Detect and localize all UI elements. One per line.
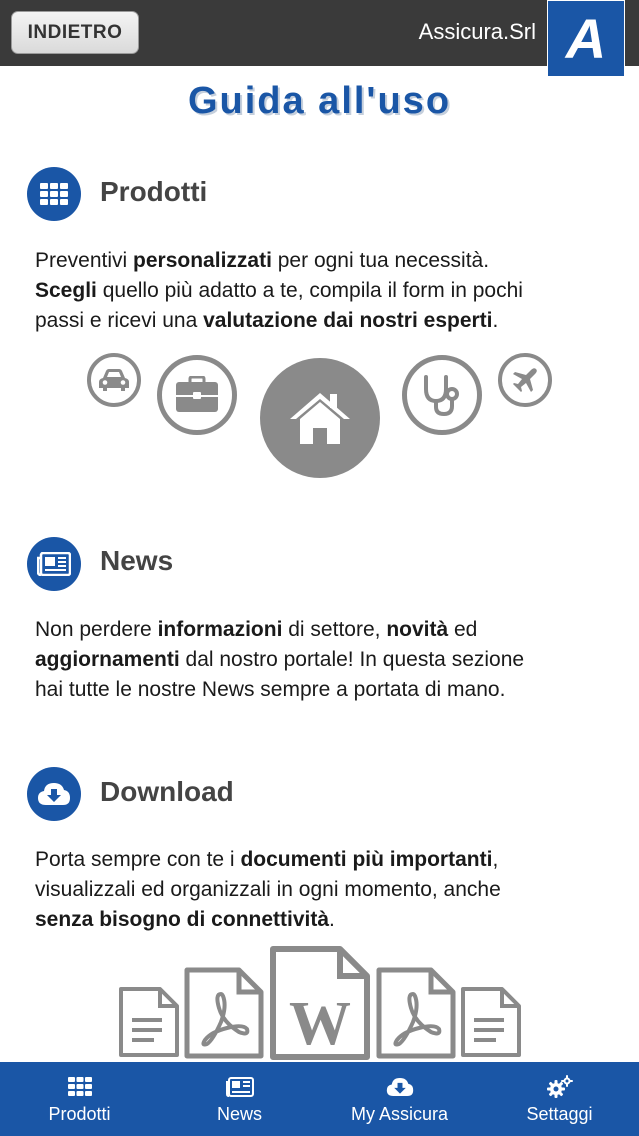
stethoscope-icon <box>402 355 482 435</box>
text: dal nostro portale! In questa sezione <box>179 648 525 671</box>
bold-text: senza bisogno di connettività <box>35 908 330 931</box>
bold-text: personalizzati <box>133 249 272 272</box>
paragraph-line <box>35 306 615 336</box>
text: passi e ricevi una <box>35 309 204 332</box>
text: . <box>329 908 335 931</box>
tab-label: Prodotti <box>48 1104 111 1124</box>
tab-label: My Assicura <box>350 1104 449 1124</box>
airplane-icon <box>498 353 552 407</box>
tab-settaggi[interactable] <box>480 1062 639 1136</box>
cloud-download-icon <box>386 1076 414 1098</box>
section-title-download: Download <box>100 776 234 807</box>
paragraph-line <box>35 615 615 645</box>
text: Porta sempre con te i <box>35 848 241 871</box>
bold-text: informazioni <box>157 618 283 641</box>
section-title-prodotti: Prodotti <box>100 176 208 207</box>
grid-icon <box>68 1076 92 1098</box>
section-text-prodotti <box>35 246 615 336</box>
pdf-document-icon <box>183 966 265 1060</box>
top-bar <box>0 0 639 66</box>
word-document-icon <box>268 944 372 1062</box>
gears-icon <box>547 1076 573 1098</box>
svg-text:W: W <box>289 990 351 1058</box>
pdf-document-icon <box>375 966 457 1060</box>
page-title: Guida all'uso <box>187 80 452 122</box>
paragraph-line <box>35 276 615 306</box>
text: hai tutte le nostre News sempre a portata di mano. <box>35 678 506 701</box>
tab-prodotti[interactable] <box>0 1062 159 1136</box>
bottom-tab-bar <box>0 1062 639 1136</box>
text: Preventivi <box>35 249 134 272</box>
text: quello più adatto a te, compila il form in pochi <box>96 279 523 302</box>
bold-text: novità <box>386 618 449 641</box>
paragraph-line <box>35 875 615 905</box>
paragraph-line <box>35 675 615 705</box>
tab-news[interactable] <box>160 1062 319 1136</box>
tab-my-assicura[interactable] <box>320 1062 479 1136</box>
home-icon <box>260 358 380 478</box>
text: per ogni tua necessità. <box>271 249 490 272</box>
text: . <box>492 309 499 332</box>
paragraph-line <box>35 905 615 935</box>
tab-label: News <box>216 1104 262 1124</box>
cloud-download-icon <box>27 767 81 821</box>
bold-text: Scegli <box>35 279 97 302</box>
tab-label: Settaggi <box>526 1104 593 1124</box>
text: Non perdere <box>35 618 158 641</box>
text-document-icon <box>118 986 180 1058</box>
app-logo: A <box>547 0 625 77</box>
bold-text: valutazione dai nostri esperti <box>203 309 493 332</box>
bold-text: documenti più importanti <box>240 848 493 871</box>
section-text-download <box>35 845 615 935</box>
back-button[interactable]: INDIETRO <box>11 11 139 54</box>
section-title-news: News <box>100 545 174 576</box>
car-icon <box>87 353 141 407</box>
text-document-icon <box>460 986 522 1058</box>
briefcase-icon <box>157 355 237 435</box>
bold-text: aggiornamenti <box>35 648 180 671</box>
paragraph-line <box>35 845 615 875</box>
newspaper-icon <box>27 537 81 591</box>
newspaper-icon <box>226 1076 254 1098</box>
section-text-news <box>35 615 615 705</box>
text: di settore, <box>282 618 387 641</box>
text: visualizzali ed organizzali in ogni momento, anche <box>35 878 501 901</box>
paragraph-line <box>35 645 615 675</box>
text: , <box>492 848 499 871</box>
text: ed <box>448 618 478 641</box>
grid-icon <box>27 167 81 221</box>
paragraph-line <box>35 246 615 276</box>
brand-name: Assicura.Srl <box>418 19 536 44</box>
